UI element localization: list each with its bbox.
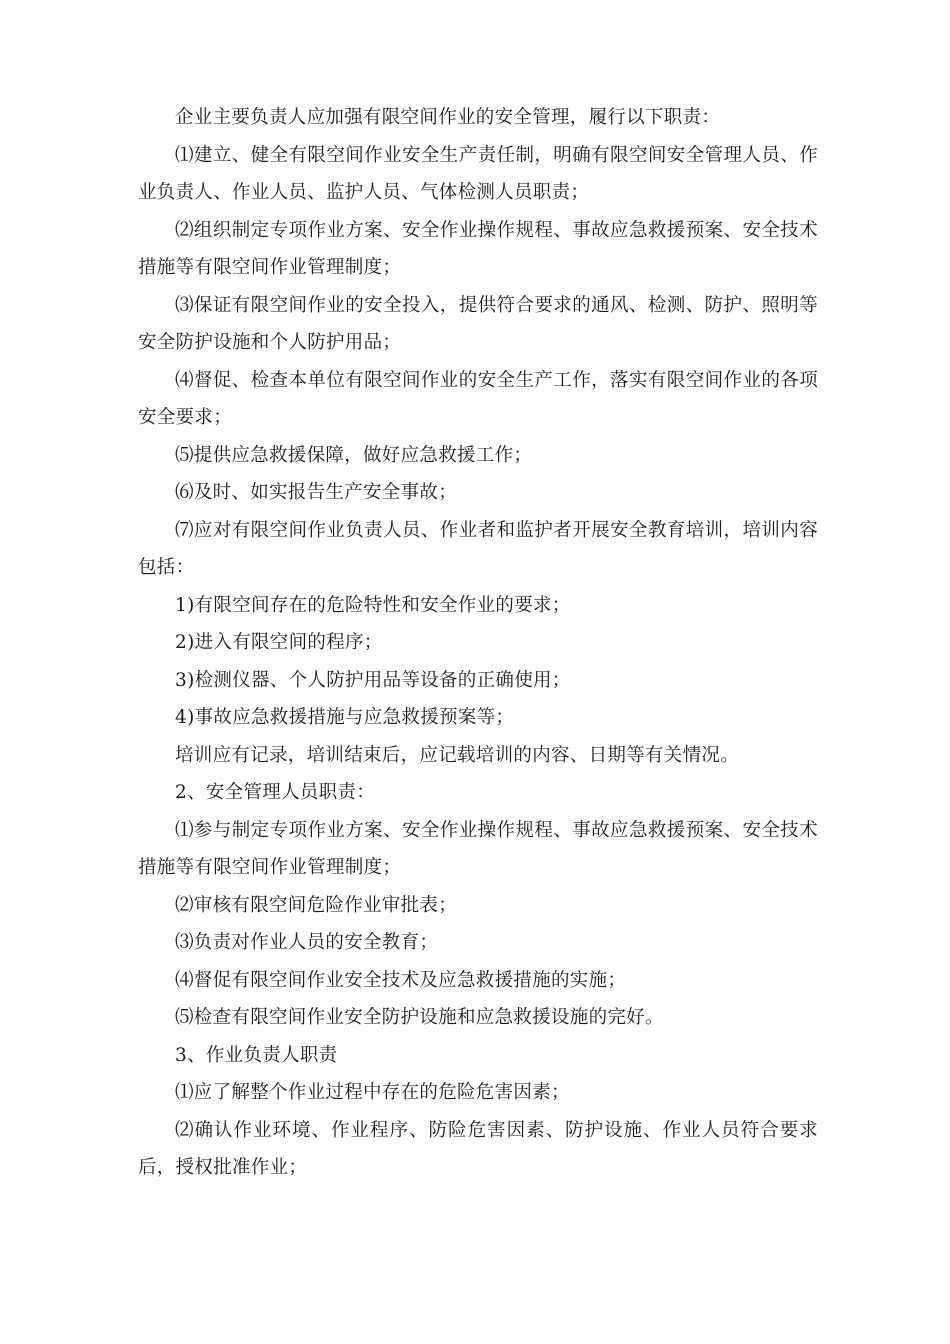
paragraph-manager-duty-1: ⑴参与制定专项作业方案、安全作业操作规程、事故应急救援预案、安全技术措施等有限空间作业管理制度；	[138, 819, 818, 878]
paragraph-duty-3: ⑶保证有限空间作业的安全投入，提供符合要求的通风、检测、防护、照明等安全防护设施和个人防护用品；	[138, 294, 818, 353]
paragraph-duty-6: ⑹及时、如实报告生产安全事故；	[175, 482, 458, 503]
paragraph-training-1: 1)有限空间存在的危险特性和安全作业的要求；	[175, 594, 571, 616]
paragraph-duty-2: ⑵组织制定专项作业方案、安全作业操作规程、事故应急救援预案、安全技术措施等有限空间作业管理制度；	[138, 219, 818, 278]
paragraph-duty-4: ⑷督促、检查本单位有限空间作业的安全生产工作，落实有限空间作业的各项安全要求；	[138, 369, 818, 428]
paragraph-duty-7: ⑺应对有限空间作业负责人员、作业者和监护者开展安全教育培训，培训内容包括：	[138, 519, 818, 578]
paragraph-duty-5: ⑸提供应急救援保障，做好应急救援工作；	[175, 444, 533, 466]
paragraph-training-4: 4)事故应急救援措施与应急救援预案等；	[175, 707, 515, 728]
paragraph-training-record: 培训应有记录，培训结束后，应记载培训的内容、日期等有关情况。	[175, 744, 740, 766]
paragraph-manager-duty-2: ⑵审核有限空间危险作业审批表；	[175, 894, 458, 916]
paragraph-leader-duty-1: ⑴应了解整个作业过程中存在的危险危害因素；	[175, 1082, 570, 1103]
paragraph-training-3: 3)检测仪器、个人防护用品等设备的正确使用；	[175, 669, 571, 691]
section-heading-work-leader: 3、作业负责人职责	[175, 1044, 338, 1066]
section-heading-safety-managers: 2、安全管理人员职责：	[175, 782, 376, 803]
document-body	[138, 99, 818, 1187]
paragraph-manager-duty-3: ⑶负责对作业人员的安全教育；	[175, 932, 439, 953]
paragraph-training-2: 2)进入有限空间的程序；	[175, 632, 383, 653]
paragraph-intro: 企业主要负责人应加强有限空间作业的安全管理，履行以下职责：	[175, 107, 721, 128]
paragraph-leader-duty-2: ⑵确认作业环境、作业程序、防险危害因素、防护设施、作业人员符合要求后，授权批准作业；	[138, 1119, 818, 1178]
paragraph-manager-duty-4: ⑷督促有限空间作业安全技术及应急救援措施的实施；	[175, 969, 627, 991]
paragraph-manager-duty-5: ⑸检查有限空间作业安全防护设施和应急救援设施的完好。	[175, 1007, 664, 1028]
paragraph-duty-1: ⑴建立、健全有限空间作业安全生产责任制，明确有限空间安全管理人员、作业负责人、作业人员、监护人员、气体检测人员职责；	[138, 144, 818, 203]
